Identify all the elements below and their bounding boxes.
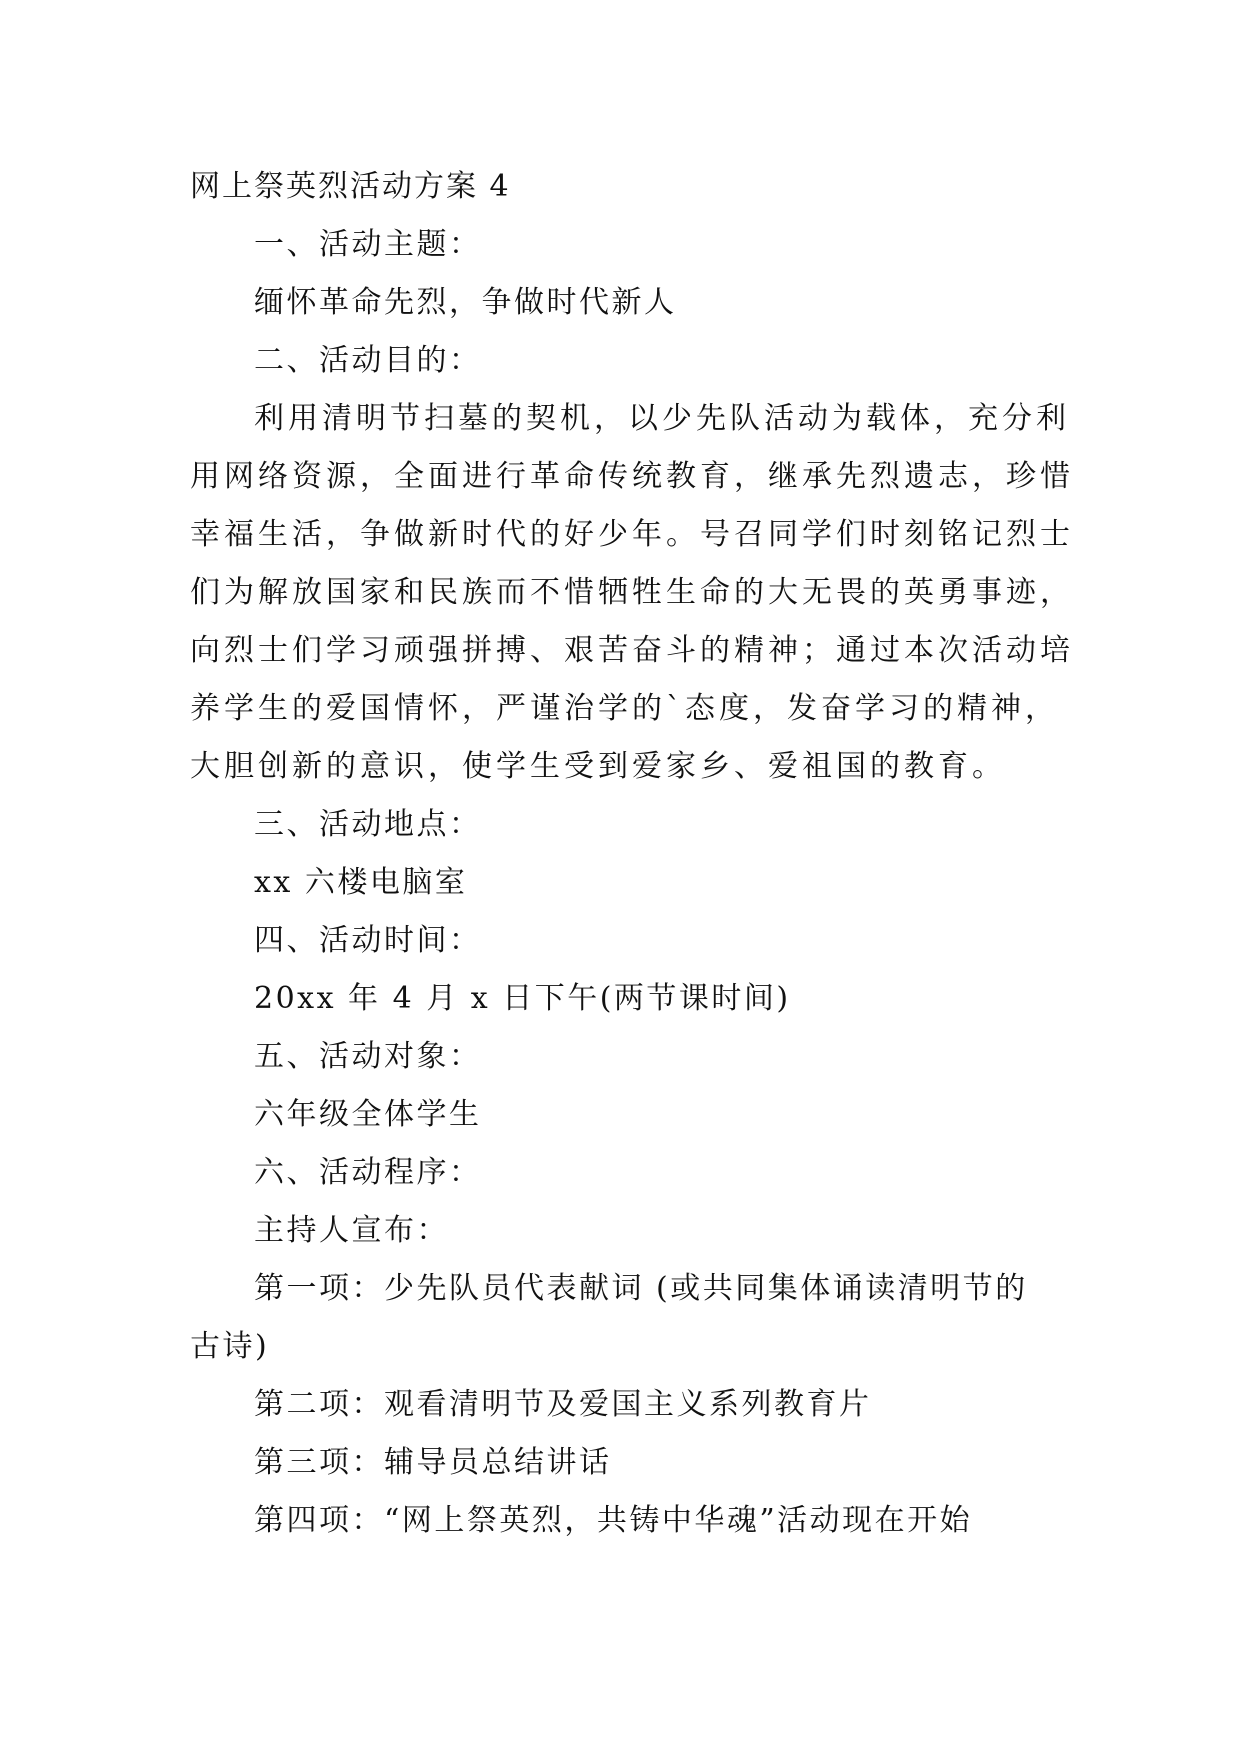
time-heading: 四、活动时间： bbox=[254, 923, 482, 958]
host-announce: 主持人宣布： bbox=[254, 1213, 449, 1248]
document-title: 网上祭英烈活动方案 4 bbox=[190, 169, 511, 204]
location-text: xx 六楼电脑室 bbox=[254, 865, 468, 900]
procedure-item-4: 第四项：“网上祭英烈，共铸中华魂”活动现在开始 bbox=[254, 1503, 973, 1538]
purpose-line: 用网络资源，全面进行革命传统教育，继承先烈遗志，珍惜 bbox=[190, 459, 1074, 494]
location-heading: 三、活动地点： bbox=[254, 807, 482, 842]
theme-text: 缅怀革命先烈，争做时代新人 bbox=[254, 285, 677, 320]
procedure-item-1: 第一项：少先队员代表献词 (或共同集体诵读清明节的 bbox=[254, 1271, 1028, 1306]
purpose-line: 利用清明节扫墓的契机，以少先队活动为载体，充分利 bbox=[254, 401, 1070, 436]
theme-heading: 一、活动主题： bbox=[254, 227, 482, 262]
purpose-line: 养学生的爱国情怀，严谨治学的`态度，发奋学习的精神， bbox=[190, 691, 1059, 726]
audience-text: 六年级全体学生 bbox=[254, 1097, 482, 1132]
procedure-item-2: 第二项：观看清明节及爱国主义系列教育片 bbox=[254, 1387, 872, 1422]
procedure-item-3: 第三项：辅导员总结讲话 bbox=[254, 1445, 612, 1480]
time-text: 20xx 年 4 月 x 日下午(两节课时间) bbox=[254, 981, 791, 1016]
procedure-item-1-continued: 古诗) bbox=[190, 1329, 270, 1364]
audience-heading: 五、活动对象： bbox=[254, 1039, 482, 1074]
purpose-paragraph bbox=[190, 390, 1074, 796]
procedure-heading: 六、活动程序： bbox=[254, 1155, 482, 1190]
purpose-heading: 二、活动目的： bbox=[254, 343, 482, 378]
document-body bbox=[190, 158, 1074, 1550]
purpose-line: 们为解放国家和民族而不惜牺牲生命的大无畏的英勇事迹， bbox=[190, 575, 1074, 610]
purpose-line: 幸福生活，争做新时代的好少年。号召同学们时刻铭记烈士 bbox=[190, 517, 1074, 552]
purpose-line: 向烈士们学习顽强拼搏、艰苦奋斗的精神；通过本次活动培 bbox=[190, 633, 1074, 668]
purpose-line: 大胆创新的意识，使学生受到爱家乡、爱祖国的教育。 bbox=[190, 749, 1006, 784]
